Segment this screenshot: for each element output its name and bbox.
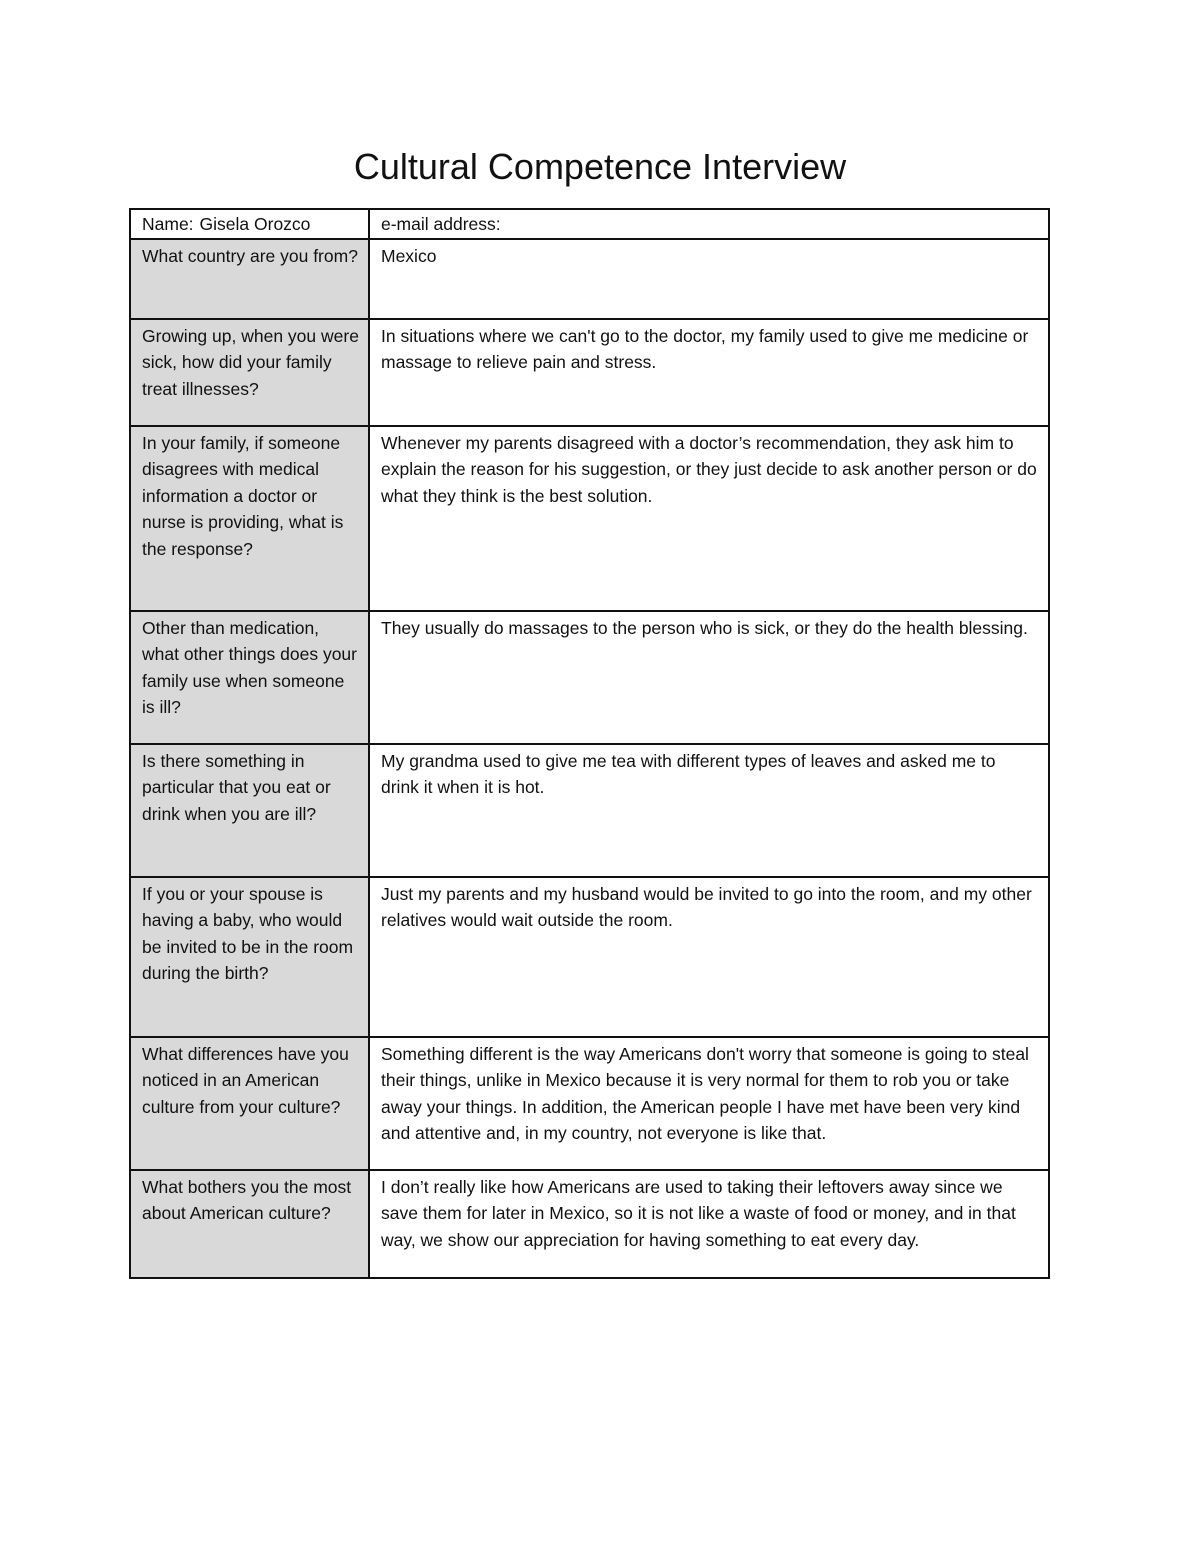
name-value: Gisela Orozco <box>199 214 311 234</box>
question-cell: In your family, if someone disagrees with medical information a doctor or nurse is providing, what is the response? <box>130 426 369 611</box>
answer-cell: Just my parents and my husband would be invited to go into the room, and my other relatives would wait outside the room. <box>369 877 1049 1037</box>
question-cell: What country are you from? <box>130 239 369 319</box>
table-row <box>130 426 1049 611</box>
answer-cell: Something different is the way Americans don't worry that someone is going to steal their things, unlike in Mexico because it is very normal for them to rob you or take away your things. In addition, the American people I have met have been very kind and attentive and, in my country, not everyone is like that. <box>369 1037 1049 1170</box>
email-cell <box>369 209 1049 239</box>
answer-cell: Mexico <box>369 239 1049 319</box>
answer-cell: They usually do massages to the person who is sick, or they do the health blessing. <box>369 611 1049 744</box>
header-row <box>130 209 1049 239</box>
question-cell: If you or your spouse is having a baby, who would be invited to be in the room during the birth? <box>130 877 369 1037</box>
answer-cell: In situations where we can't go to the doctor, my family used to give me medicine or massage to relieve pain and stress. <box>369 319 1049 426</box>
table-row <box>130 319 1049 426</box>
page-title: Cultural Competence Interview <box>353 146 847 187</box>
table-row <box>130 239 1049 319</box>
answer-cell: Whenever my parents disagreed with a doctor’s recommendation, they ask him to explain the reason for his suggestion, or they just decide to ask another person or do what they think is the best solution. <box>369 426 1049 611</box>
table-row <box>130 1037 1049 1170</box>
interview-table <box>129 208 1050 1279</box>
question-cell: Is there something in particular that you eat or drink when you are ill? <box>130 744 369 877</box>
answer-cell: My grandma used to give me tea with different types of leaves and asked me to drink it when it is hot. <box>369 744 1049 877</box>
table-row <box>130 611 1049 744</box>
table-row <box>130 744 1049 877</box>
name-cell <box>130 209 369 239</box>
email-label: e-mail address: <box>381 214 501 234</box>
question-cell: What differences have you noticed in an American culture from your culture? <box>130 1037 369 1170</box>
answer-cell: I don’t really like how Americans are used to taking their leftovers away since we save them for later in Mexico, so it is not like a waste of food or money, and in that way, we show our appreciation for having something to eat every day. <box>369 1170 1049 1278</box>
question-cell: Growing up, when you were sick, how did your family treat illnesses? <box>130 319 369 426</box>
question-cell: Other than medication, what other things does your family use when someone is ill? <box>130 611 369 744</box>
table-row <box>130 877 1049 1037</box>
name-label: Name: <box>142 214 194 234</box>
question-cell: What bothers you the most about American culture? <box>130 1170 369 1278</box>
table-row <box>130 1170 1049 1278</box>
